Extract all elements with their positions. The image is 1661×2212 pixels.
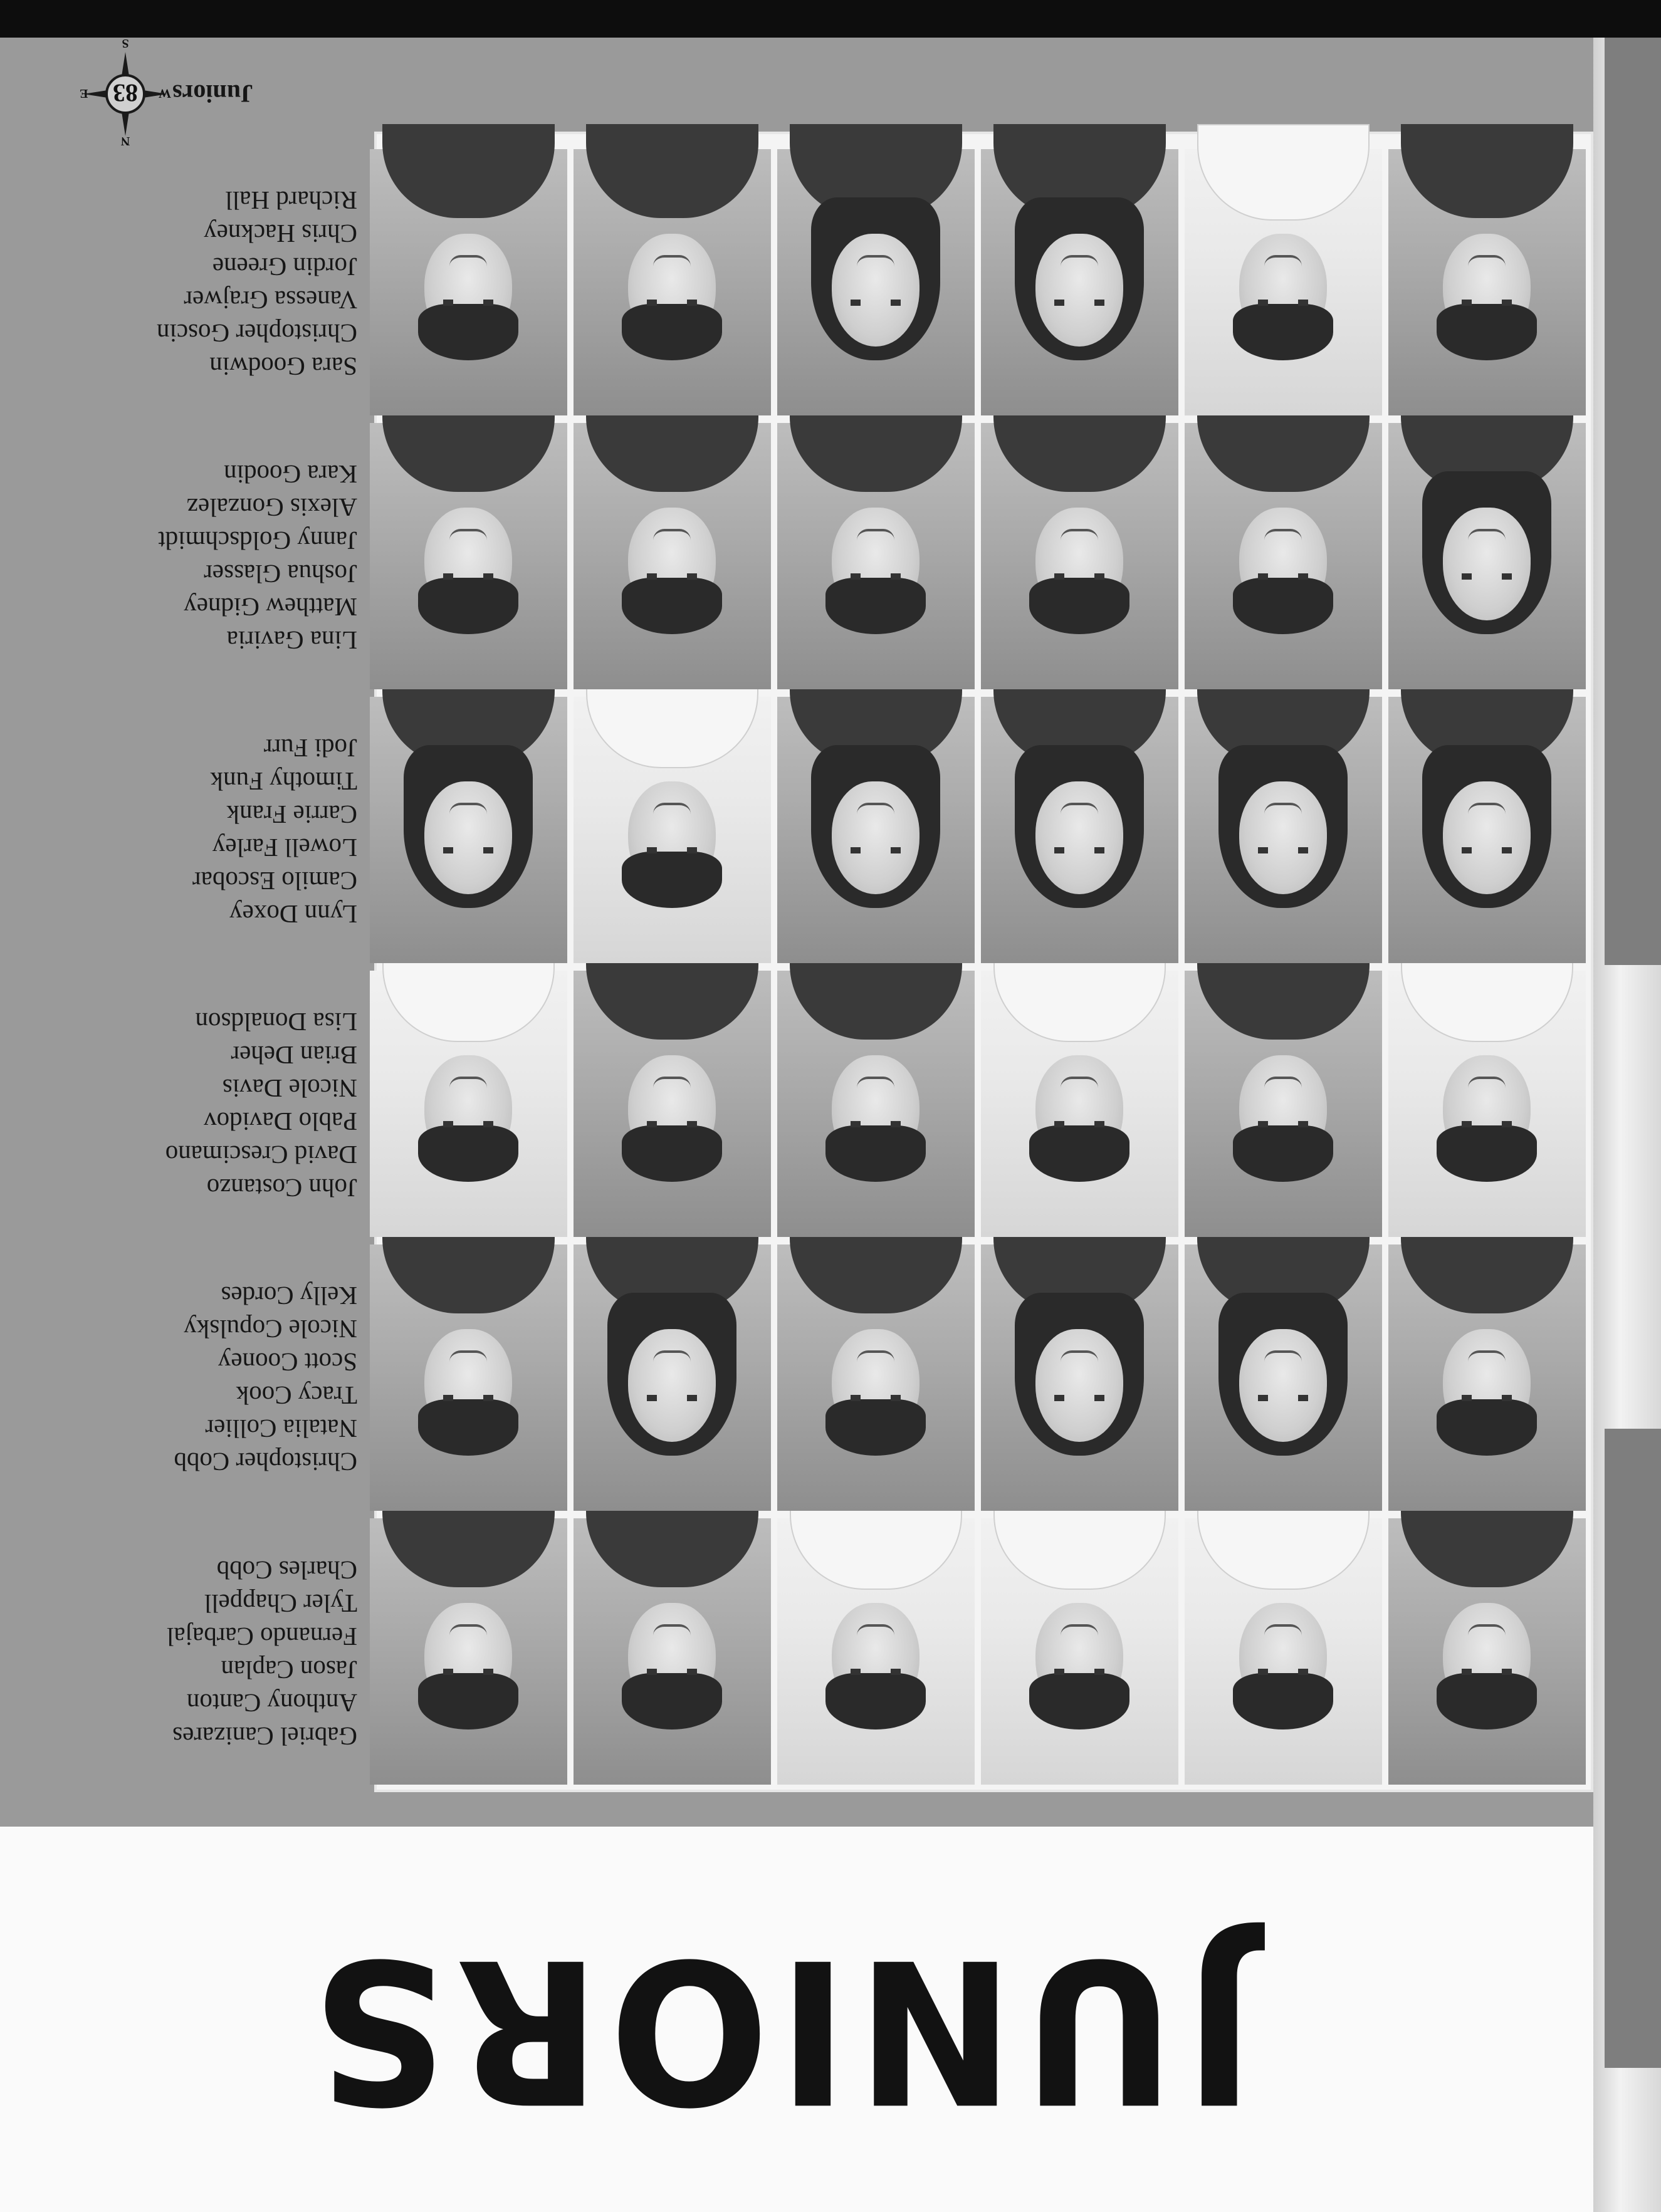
portrait-photo	[1388, 149, 1586, 415]
scan-border	[0, 0, 1661, 38]
portrait-photo	[777, 1244, 975, 1511]
portrait-photo	[370, 1518, 567, 1785]
portrait-grid	[374, 132, 1593, 1792]
portrait-photo	[1388, 971, 1586, 1237]
portrait-photo	[574, 971, 771, 1237]
student-name: Timothy Funk	[210, 767, 357, 796]
student-name: Nicole Copulsky	[184, 1315, 357, 1343]
compass-east: E	[80, 86, 88, 100]
page-title: JUNIORS	[302, 1915, 1255, 2146]
portrait-photo	[1185, 971, 1382, 1237]
compass-west: W	[159, 86, 171, 100]
portrait-photo	[1388, 1244, 1586, 1511]
portrait-photo	[981, 697, 1178, 963]
compass-north: N	[120, 134, 130, 148]
portrait-photo	[777, 423, 975, 689]
student-name: Kelly Cordes	[221, 1281, 357, 1310]
student-name: Joshua Glasser	[204, 560, 357, 588]
student-name: Tracy Cook	[236, 1381, 357, 1410]
portrait-photo	[370, 697, 567, 963]
student-name: Lina Gaviria	[226, 626, 357, 655]
portrait-photo	[1185, 697, 1382, 963]
student-name: Vanessa Grajwer	[184, 286, 357, 315]
portrait-photo	[1388, 423, 1586, 689]
portrait-photo	[981, 1518, 1178, 1785]
portrait-photo	[1185, 1244, 1382, 1511]
student-name: David Crescimano	[165, 1140, 357, 1169]
student-name: Lisa Donaldson	[195, 1008, 357, 1036]
portrait-photo	[370, 423, 567, 689]
page-folio	[78, 36, 317, 148]
student-name: Anthony Canton	[186, 1689, 357, 1718]
portrait-photo	[981, 1244, 1178, 1511]
student-name: Camilo Escobar	[192, 867, 357, 895]
student-name: Chris Hackney	[204, 219, 357, 248]
portrait-photo	[777, 1518, 975, 1785]
adjacent-page-edge	[1593, 38, 1661, 2212]
portrait-photo	[777, 697, 975, 963]
student-name: Sara Goodwin	[209, 352, 357, 381]
caption-row-6	[31, 152, 357, 415]
student-name: Scott Cooney	[217, 1348, 357, 1377]
student-name: Lynn Doxey	[229, 900, 357, 929]
student-name: Janny Goldschmidt	[158, 526, 357, 555]
compass-rose-icon	[78, 36, 172, 148]
portrait-photo	[981, 971, 1178, 1237]
caption-row-5	[31, 425, 357, 689]
student-name: Fernando Carbajal	[167, 1622, 357, 1651]
portrait-photo	[574, 1244, 771, 1511]
student-name: Kara Goodin	[224, 460, 357, 489]
caption-row-3	[31, 973, 357, 1236]
portrait-photo	[981, 149, 1178, 415]
portrait-photo	[777, 149, 975, 415]
portrait-photo	[574, 697, 771, 963]
student-name: Christopher Goscin	[157, 319, 357, 348]
student-name: Jodi Furr	[263, 734, 357, 763]
portrait-photo	[574, 423, 771, 689]
student-name: Lowell Farley	[212, 833, 357, 862]
portrait-photo	[574, 149, 771, 415]
caption-row-2	[31, 1247, 357, 1510]
caption-row-1	[31, 1521, 357, 1785]
student-name: Nicole Davis	[222, 1074, 357, 1103]
student-name: Tyler Chappell	[204, 1589, 357, 1618]
student-name: Matthew Gidney	[184, 593, 357, 622]
student-name: Christopher Cobb	[174, 1448, 357, 1476]
portrait-photo	[370, 149, 567, 415]
compass-south: S	[122, 36, 129, 50]
page-number: 83	[113, 79, 138, 107]
student-name: Natalia Collier	[205, 1414, 357, 1443]
portrait-photo	[1185, 423, 1382, 689]
student-name: Jason Caplan	[221, 1656, 357, 1684]
portrait-photo	[1388, 1518, 1586, 1785]
portrait-photo	[370, 971, 567, 1237]
student-name: Gabriel Canizares	[172, 1722, 357, 1751]
portrait-photo	[981, 423, 1178, 689]
student-name: Pablo Davidov	[204, 1107, 357, 1136]
title-band	[0, 1827, 1593, 2212]
student-name: Charles Cobb	[216, 1556, 357, 1585]
student-name: Richard Hall	[225, 186, 357, 215]
section-label: Juniors	[172, 80, 253, 108]
student-name: Carrie Frank	[226, 800, 357, 829]
portrait-photo	[1185, 149, 1382, 415]
portrait-photo	[370, 1244, 567, 1511]
caption-row-4	[31, 699, 357, 963]
student-name: Jordin Greene	[212, 253, 357, 281]
portrait-photo	[1185, 1518, 1382, 1785]
name-captions	[31, 132, 357, 1792]
portrait-photo	[777, 971, 975, 1237]
portrait-photo	[1388, 697, 1586, 963]
student-name: Brian Deher	[231, 1041, 357, 1070]
student-name: John Costanzo	[206, 1174, 357, 1203]
student-name: Alexis Gonzalez	[186, 493, 357, 522]
portrait-photo	[574, 1518, 771, 1785]
